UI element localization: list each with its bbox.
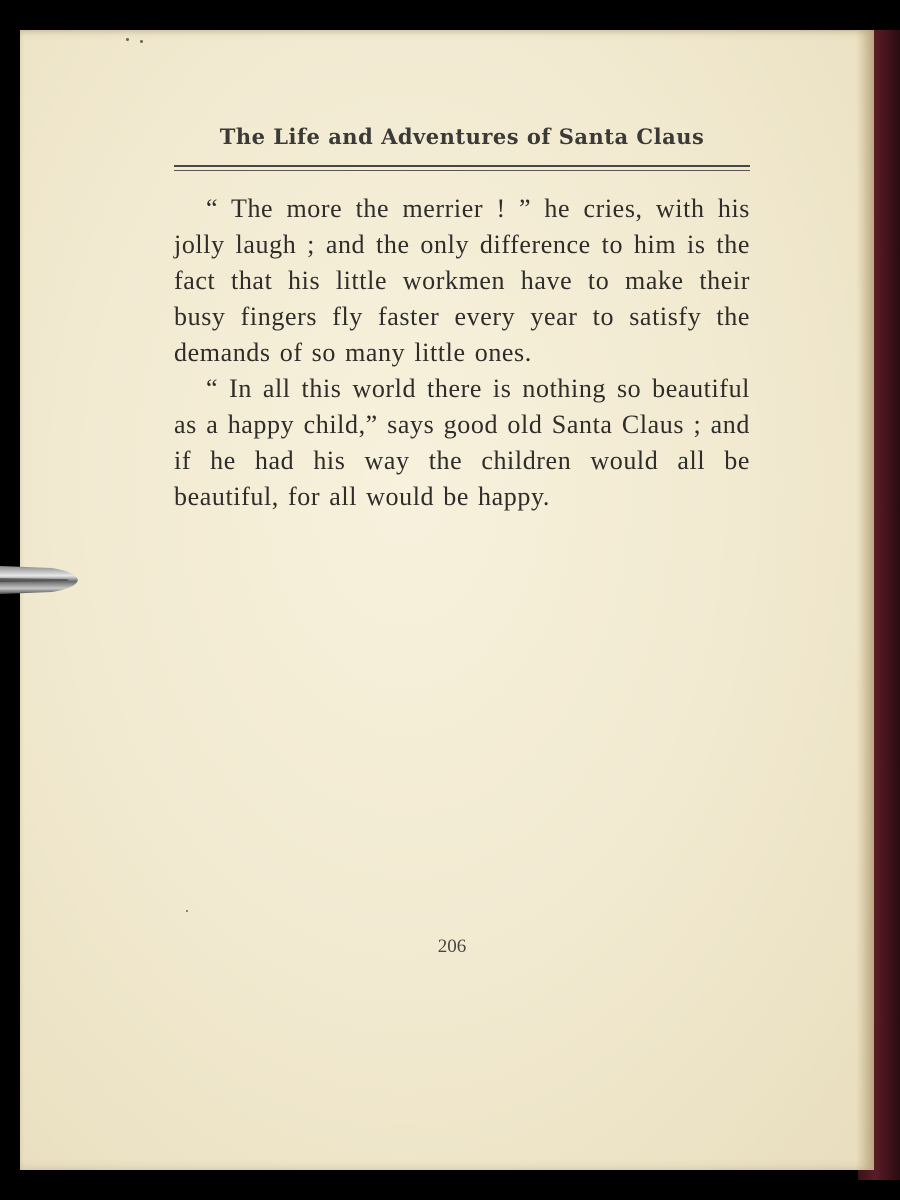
- header-rule-thick: [174, 165, 750, 167]
- paper-speck: [186, 910, 188, 912]
- page-number: 206: [437, 936, 467, 957]
- header-rule-thin: [174, 170, 750, 171]
- paper-speck: [126, 38, 129, 41]
- page-gutter-shadow: [856, 30, 874, 1170]
- running-header: The Life and Adventures of Santa Claus: [219, 124, 705, 149]
- paragraph: “ The more the merrier ! ” he cries, with his jolly laugh ; and the only difference to him is the fact that his little workmen have to make their busy fingers fly faster every year to satisfy the demands of so many little ones.: [174, 194, 750, 367]
- body-text: [174, 191, 750, 515]
- paragraph: “ In all this world there is nothing so beautiful as a happy child,” says good old Santa Claus ; and if he had his way the children would all be beautiful, for all would be happy.: [174, 374, 750, 511]
- metal-clip-icon: [0, 560, 80, 600]
- paper-speck: [140, 40, 143, 43]
